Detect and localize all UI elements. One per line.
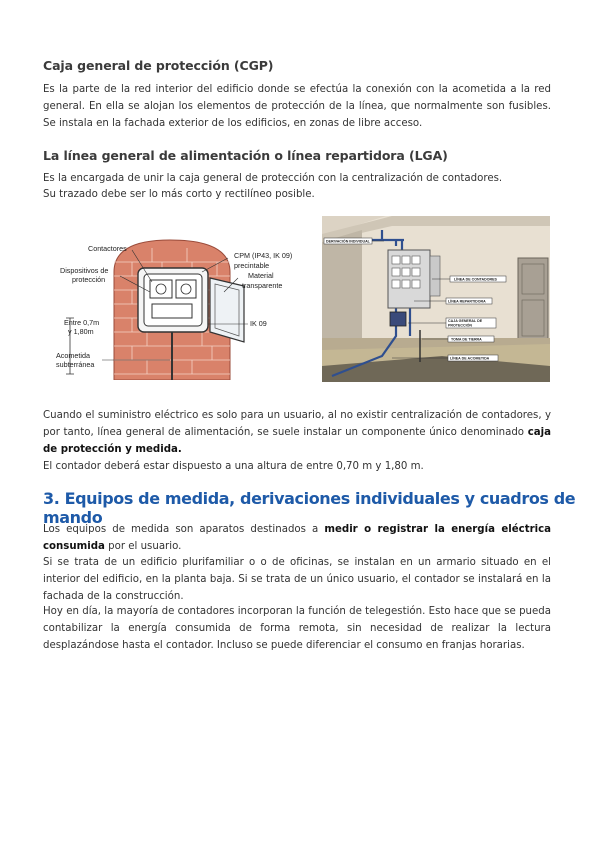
- heading-lga: La línea general de alimentación o línea repartidora (LGA): [43, 148, 448, 163]
- paragraph-measurement: Los equipos de medida son aparatos destinados a medir o registrar la energía eléctrica consumida por el usuario.: [43, 524, 551, 552]
- paragraph-telemanagement: Hoy en día, la mayoría de contadores incorporan la función de telegestión. Esto hace que se pueda contabilizar la energía consumida de forma remota, sin necesidad de realizar la lectura desplazándose hasta el contador. Incluso se puede diferenciar el consumo en franjas horarias.: [43, 606, 551, 651]
- cpm-diagram-figure: [52, 232, 304, 380]
- heading-section-3: 3. Equipos de medida, derivaciones individuales y cuadros de mando: [43, 489, 576, 527]
- paragraph-lga-1: Es la encargada de unir la caja general de protección con la centralización de contadores.: [43, 173, 503, 184]
- label-dispositivos-1: Dispositivos de: [60, 266, 109, 275]
- label-acometida-1: Acometida: [56, 351, 90, 360]
- tag-repartidora: LÍNEA REPARTIDORA: [448, 299, 486, 304]
- label-contactores: Contactores: [88, 244, 127, 253]
- tag-derivacion: DERIVACIÓN INDIVIDUAL: [326, 239, 370, 244]
- installation-illustration: [322, 216, 550, 382]
- label-dispositivos-2: protección: [72, 275, 106, 284]
- label-precintable: precintable: [234, 261, 270, 270]
- label-entre-2: y 1,80m: [68, 327, 94, 336]
- paragraph-lga-2: Su trazado debe ser lo más corto y rectilíneo posible.: [43, 189, 315, 200]
- tag-contadores: LÍNEA DE CONTADORES: [454, 277, 497, 282]
- tag-acometida: LÍNEA DE ACOMETIDA: [450, 356, 490, 361]
- label-material: Material: [248, 271, 274, 280]
- label-entre-1: Entre 0,7m: [64, 318, 100, 327]
- label-transparente: transparente: [242, 281, 283, 290]
- tag-caja-2: PROTECCIÓN: [448, 323, 472, 328]
- tag-toma: TOMA DE TIERRA: [451, 337, 482, 342]
- paragraph-counter-height: El contador deberá estar dispuesto a una altura de entre 0,70 m y 1,80 m.: [43, 461, 424, 472]
- label-acometida-2: subterránea: [56, 360, 95, 369]
- paragraph-single-user: Cuando el suministro eléctrico es solo para un usuario, al no existir centralización de contadores, y por tanto, línea general de alimentación, se suele instalar un componente único denominado caja de protección y medida.: [43, 410, 551, 455]
- label-ik: IK 09: [250, 319, 267, 328]
- paragraph-cgp: Es la parte de la red interior del edificio donde se efectúa la conexión con la acometida a la red general. En ella se alojan los elementos de protección de la línea, que normalmente son fusibles. Se instala en la fachada exterior de los edificios, en zonas de libre acceso.: [43, 84, 551, 129]
- heading-cgp: Caja general de protección (CGP): [43, 58, 274, 73]
- tag-caja-1: CAJA GENERAL DE: [448, 319, 483, 323]
- label-cpm: CPM (IP43, IK 09): [234, 251, 293, 260]
- paragraph-building-type: Si se trata de un edificio plurifamiliar o o de oficinas, se instalan en un armario situado en el interior del edificio, en la planta baja. Si se trata de un único usuario, el contador se instalará en la fachada de la construcción.: [43, 557, 551, 602]
